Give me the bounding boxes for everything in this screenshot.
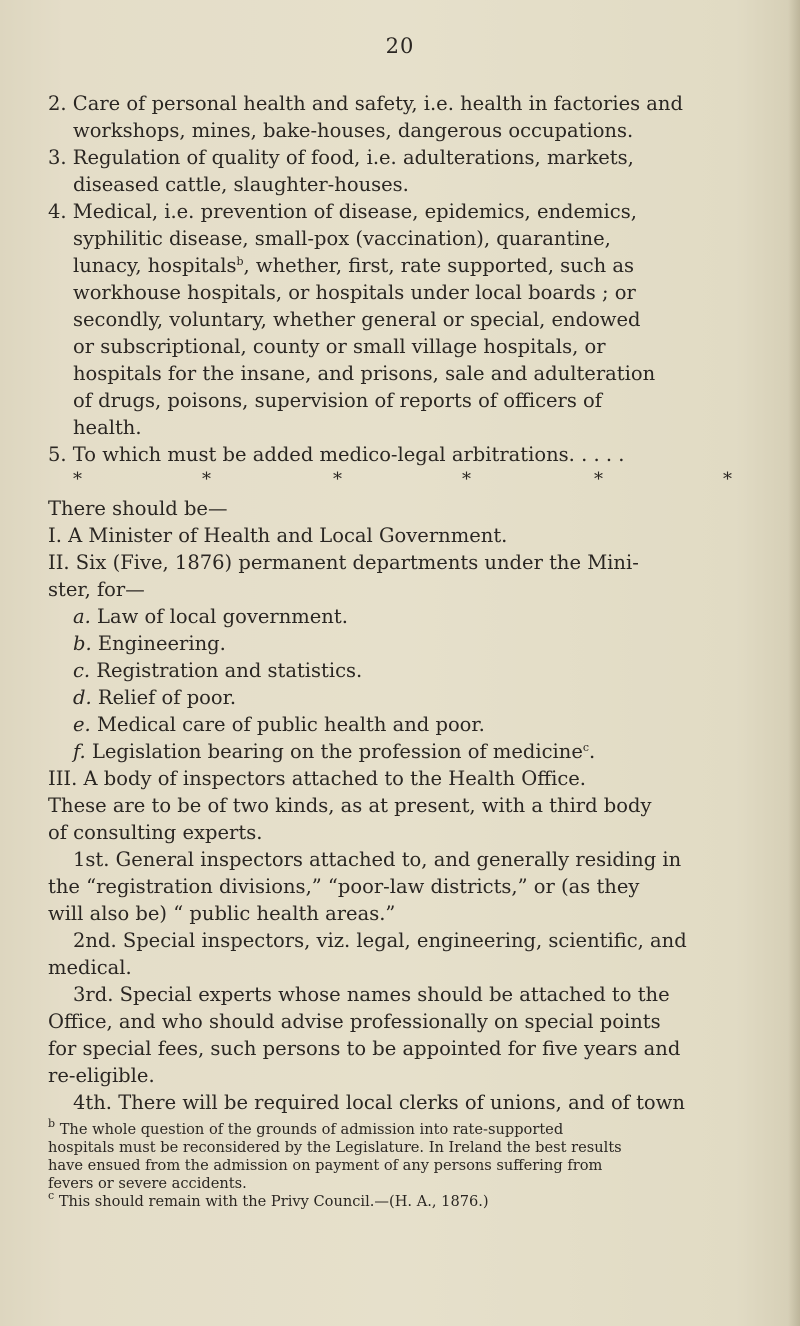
sub-item-a xyxy=(73,603,348,630)
page-edge-shadow xyxy=(788,0,800,1326)
footnote-line: fevers or severe accidents. xyxy=(48,1175,247,1192)
sub-item-letter: f. xyxy=(73,740,86,763)
text-line: secondly, voluntary, whether general or special, endowed xyxy=(73,308,641,331)
text-fragment: , whether, first, rate supported, such as xyxy=(243,254,635,277)
text-line: 1st. General inspectors attached to, and generally residing in xyxy=(73,848,682,871)
footnote-mark: b xyxy=(48,1117,56,1130)
sub-item-text: Law of local government. xyxy=(97,605,348,628)
text-line: health. xyxy=(73,416,142,439)
star-mark: * xyxy=(333,469,342,490)
text-line: 2nd. Special inspectors, viz. legal, engineering, scientific, and xyxy=(73,929,687,952)
sub-item-c xyxy=(73,657,362,684)
sub-item-text: Legislation bearing on the profession of medicine xyxy=(91,740,583,763)
text-line: re-eligible. xyxy=(48,1064,155,1087)
star-mark: * xyxy=(202,469,211,490)
star-mark: * xyxy=(594,469,603,490)
footnote-mark: c xyxy=(48,1189,55,1202)
sub-item-letter: d. xyxy=(73,686,92,709)
text-line: II. Six (Five, 1876) permanent departments under the Mini- xyxy=(48,551,639,574)
text-line: III. A body of inspectors attached to the Health Office. xyxy=(48,767,586,790)
text-line: These are to be of two kinds, as at present, with a third body xyxy=(48,794,652,817)
text-line: workshops, mines, bake-houses, dangerous occupations. xyxy=(73,119,634,142)
sub-item-letter: e. xyxy=(73,713,91,736)
text-line: syphilitic disease, small-pox (vaccination), quarantine, xyxy=(73,227,611,250)
text-line: 2. Care of personal health and safety, i.e. health in factories and xyxy=(48,92,683,115)
footnote-ref-c: c xyxy=(582,741,590,754)
text-line: workhouse hospitals, or hospitals under local boards ; or xyxy=(73,281,636,304)
text-line: 4. Medical, i.e. prevention of disease, epidemics, endemics, xyxy=(48,200,637,223)
text-line: 3rd. Special experts whose names should be attached to the xyxy=(73,983,670,1006)
section-break-stars xyxy=(0,466,800,490)
footnote-text: This should remain with the Privy Council.—(H. A., 1876.) xyxy=(58,1193,489,1210)
footnote-line: have ensued from the admission on payment of any persons suffering from xyxy=(48,1157,603,1174)
sub-item-letter: b. xyxy=(73,632,92,655)
text-line: 4th. There will be required local clerks of unions, and of town xyxy=(73,1091,685,1114)
footnote-ref-b: b xyxy=(236,255,244,268)
star-mark: * xyxy=(73,469,82,490)
text-line: hospitals for the insane, and prisons, sale and adulteration xyxy=(73,362,656,385)
sub-item-b xyxy=(73,630,226,657)
sub-item-e xyxy=(73,711,485,738)
text-line: or subscriptional, county or small village hospitals, or xyxy=(73,335,606,358)
sub-item-letter: c. xyxy=(73,659,91,682)
text-line: ster, for— xyxy=(48,578,145,601)
star-mark: * xyxy=(462,469,471,490)
text-line: There should be— xyxy=(48,497,228,520)
sub-item-f xyxy=(73,738,595,765)
text-line xyxy=(73,252,634,279)
text-fragment: lunacy, hospitals xyxy=(73,254,237,277)
text-fragment: . xyxy=(589,740,596,763)
sub-item-letter: a. xyxy=(73,605,91,628)
text-line: medical. xyxy=(48,956,132,979)
text-line: of drugs, poisons, supervision of reports of officers of xyxy=(73,389,603,412)
text-line: Office, and who should advise professionally on special points xyxy=(48,1010,661,1033)
sub-item-text: Relief of poor. xyxy=(97,686,237,709)
text-line: I. A Minister of Health and Local Government. xyxy=(48,524,508,547)
footnote-b xyxy=(48,1117,564,1139)
text-line: for special fees, such persons to be appointed for five years and xyxy=(48,1037,681,1060)
text-line: of consulting experts. xyxy=(48,821,263,844)
sub-item-text: Engineering. xyxy=(97,632,226,655)
text-line: 3. Regulation of quality of food, i.e. adulterations, markets, xyxy=(48,146,634,169)
text-line: will also be) “ public health areas.” xyxy=(48,902,396,925)
footnote-line: hospitals must be reconsidered by the Legislature. In Ireland the best results xyxy=(48,1139,622,1156)
text-line: 5. To which must be added medico-legal arbitrations. . . . . xyxy=(48,443,625,466)
sub-item-text: Registration and statistics. xyxy=(96,659,363,682)
sub-item-d xyxy=(73,684,236,711)
footnote-c xyxy=(48,1189,489,1211)
text-line: diseased cattle, slaughter-houses. xyxy=(73,173,409,196)
sub-item-text: Medical care of public health and poor. xyxy=(96,713,485,736)
footnote-text: The whole question of the grounds of admission into rate-supported xyxy=(59,1121,564,1138)
star-mark: * xyxy=(723,469,732,490)
page-number: 20 xyxy=(385,34,415,58)
text-line: the “registration divisions,” “poor-law districts,” or (as they xyxy=(48,875,640,898)
